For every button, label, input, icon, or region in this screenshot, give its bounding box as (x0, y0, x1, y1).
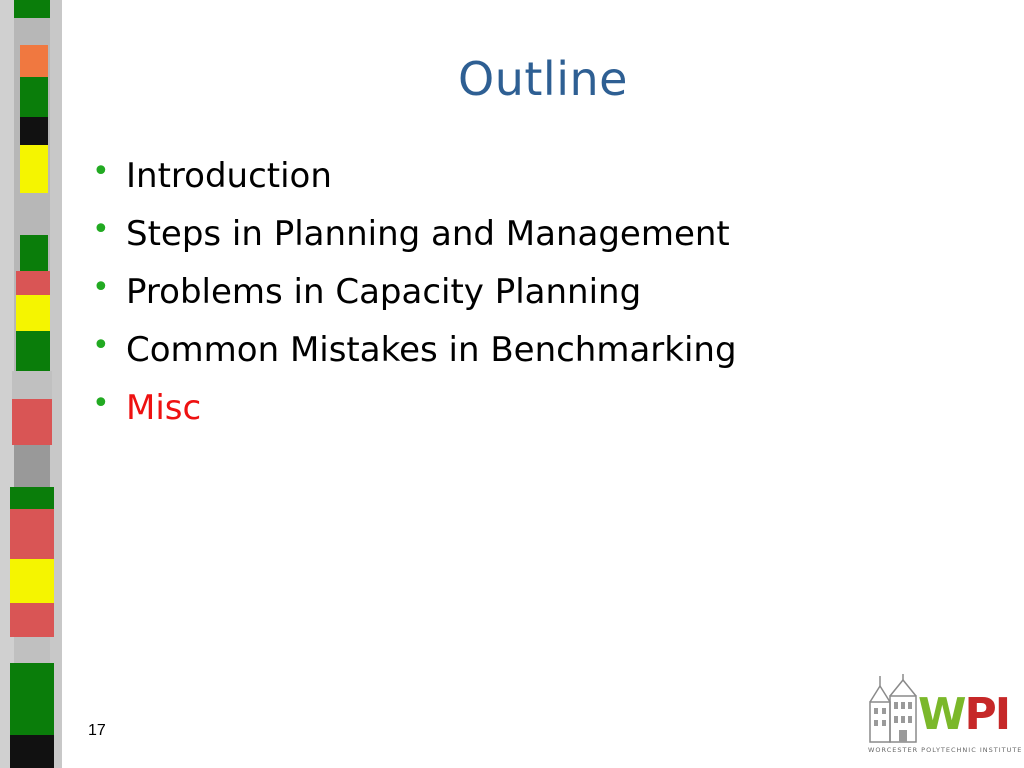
bullet-text: Misc (126, 388, 202, 428)
bullet-list (92, 148, 737, 438)
bullet-item-mistakes (92, 322, 737, 380)
bullet-item-introduction (92, 148, 737, 206)
bullet-item-misc (92, 380, 737, 438)
bullet-dot-icon: • (92, 328, 110, 363)
slide-title: Outline (458, 52, 628, 106)
bullet-dot-icon: • (92, 386, 110, 421)
wpi-caption: WORCESTER POLYTECHNIC INSTITUTE (868, 746, 1023, 754)
bullet-text: Steps in Planning and Management (126, 214, 730, 254)
wpi-wordmark (918, 690, 1009, 740)
decorative-stripe (0, 0, 62, 768)
bullet-text: Introduction (126, 156, 332, 196)
bullet-dot-icon: • (92, 154, 110, 189)
wpi-building-icon (866, 672, 922, 746)
bullet-dot-icon: • (92, 270, 110, 305)
wpi-logo (862, 668, 1023, 760)
wpi-wordmark-pi: PI (964, 689, 1010, 740)
bullet-text: Problems in Capacity Planning (126, 272, 642, 312)
bullet-item-problems (92, 264, 737, 322)
wpi-wordmark-w: W (918, 689, 965, 740)
page-number: 17 (88, 722, 106, 739)
stripe-graphic (0, 0, 62, 768)
bullet-dot-icon: • (92, 212, 110, 247)
bullet-item-steps (92, 206, 737, 264)
bullet-text: Common Mistakes in Benchmarking (126, 330, 737, 370)
